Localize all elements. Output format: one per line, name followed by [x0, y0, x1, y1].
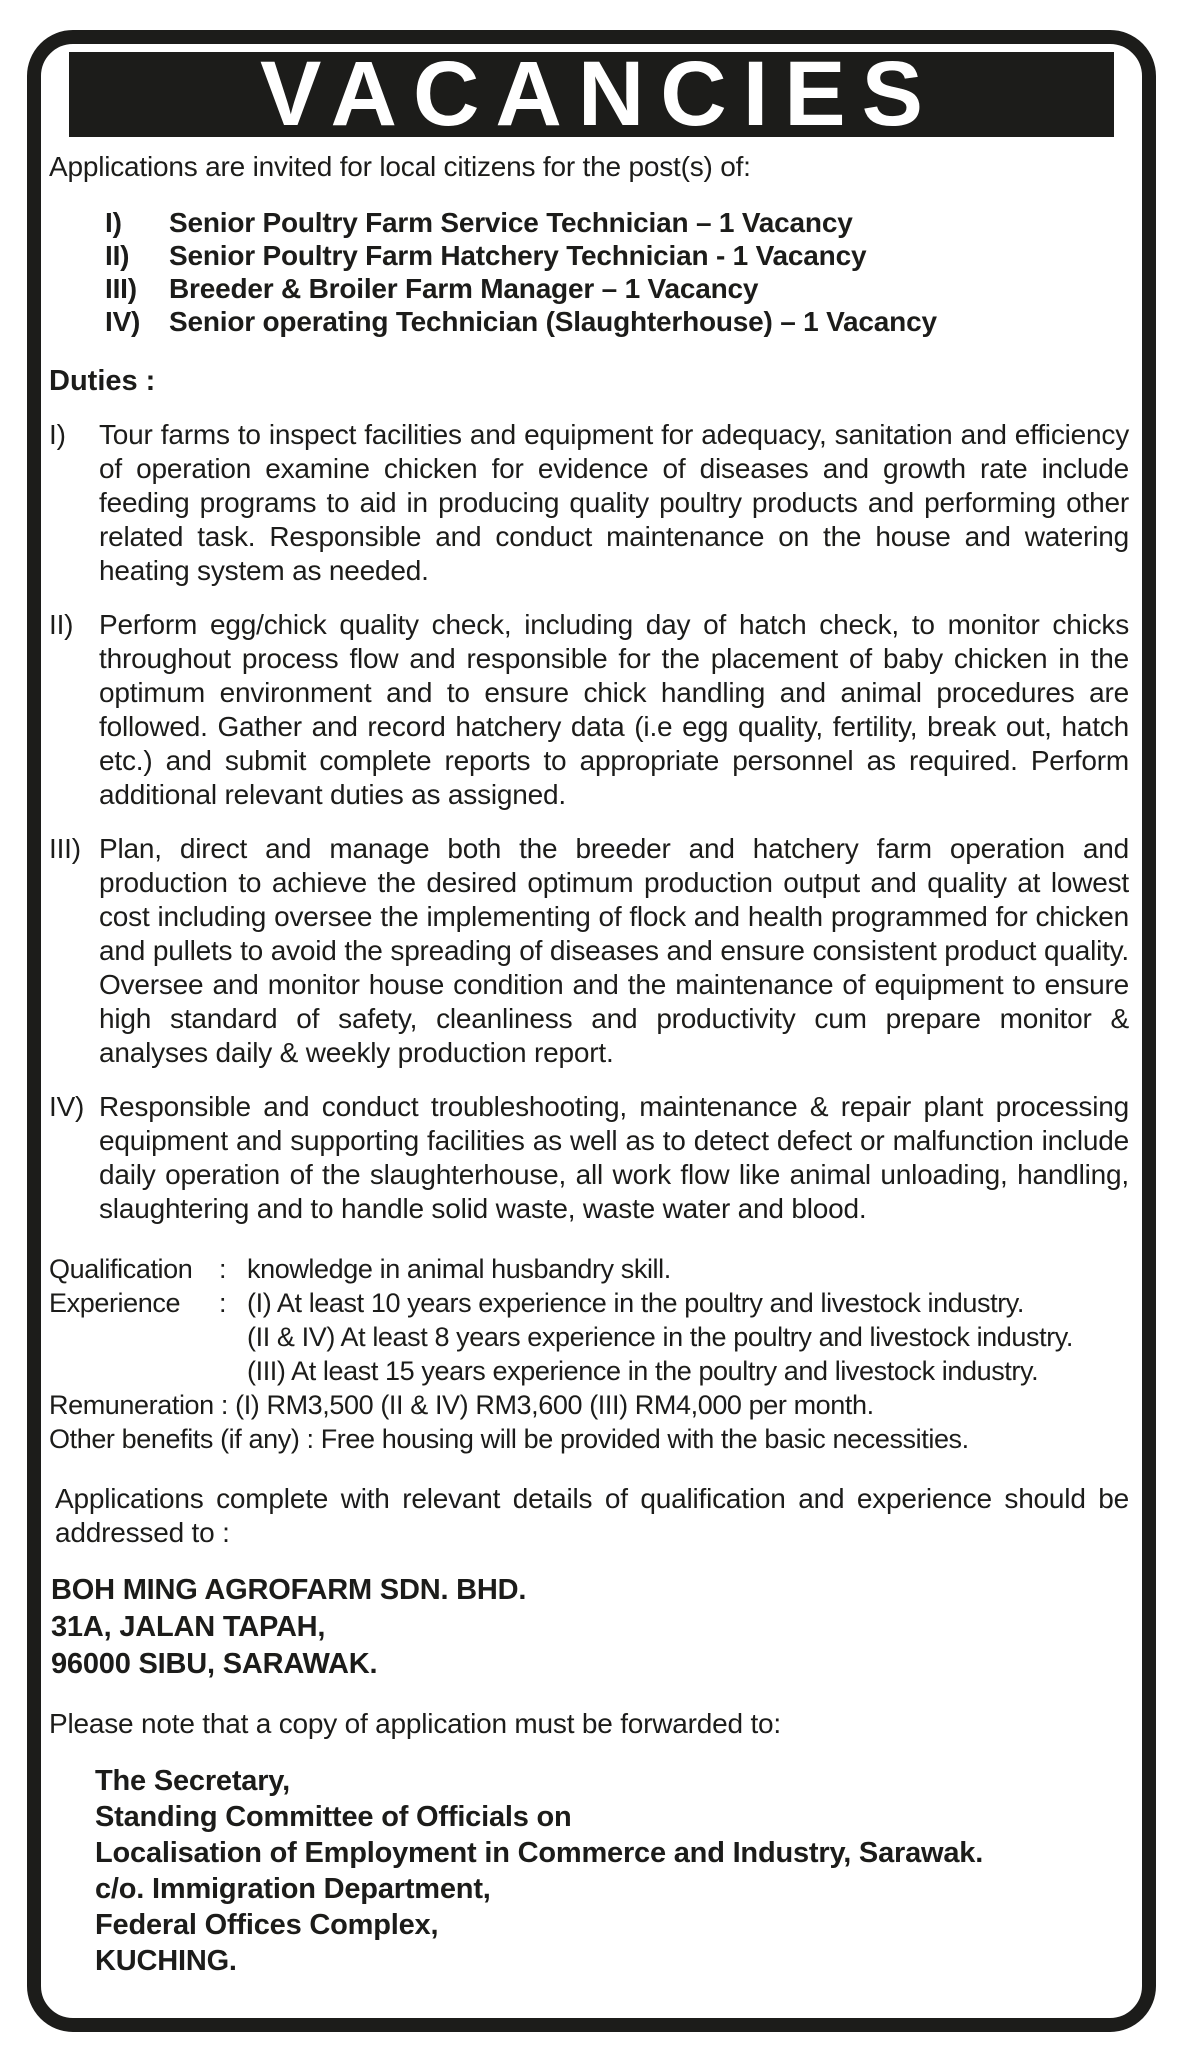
qualification-row: [49, 1252, 1129, 1286]
duty-paragraph: [49, 1090, 1129, 1226]
duty-numeral: I): [49, 419, 66, 450]
post-numeral: III): [105, 273, 137, 304]
duty-paragraph: [49, 832, 1129, 1070]
company-address-block: [49, 1572, 1129, 1683]
experience-colon: :: [219, 1288, 227, 1318]
vacancy-post-item: [49, 206, 1129, 239]
company-address-line: 31A, JALAN TAPAH,: [51, 1611, 326, 1643]
secretary-address-line: Localisation of Employment in Commerce and Industry, Sarawak.: [95, 1837, 984, 1869]
requirements-block: [49, 1252, 1129, 1456]
secretary-address-line: The Secretary,: [95, 1765, 290, 1797]
duty-paragraph: [49, 418, 1129, 588]
duty-paragraph: [49, 608, 1129, 812]
copy-note: Please note that a copy of application must be forwarded to:: [49, 1708, 782, 1739]
secretary-address-line: KUCHING.: [95, 1945, 237, 1977]
company-address-line: BOH MING AGROFARM SDN. BHD.: [51, 1574, 527, 1606]
apply-note: Applications complete with relevant details of qualification and experience should be addressed to :: [55, 1483, 1129, 1548]
experience-line: (III) At least 15 years experience in the poultry and livestock industry.: [247, 1356, 1039, 1386]
intro-text: Applications are invited for local citizens for the post(s) of:: [49, 151, 751, 182]
remuneration-line: Remuneration : (I) RM3,500 (II & IV) RM3,600 (III) RM4,000 per month.: [49, 1390, 874, 1420]
duty-text: Responsible and conduct troubleshooting, maintenance & repair plant processing equipment and supporting facilities as well as to detect defect or malfunction include daily operation of the slaughterhouse, all work flow like animal unloading, handling, slaughtering and to handle solid waste, waste water and blood.: [99, 1091, 1129, 1224]
advert-border-frame: [27, 30, 1156, 2032]
secretary-address-line: c/o. Immigration Department,: [95, 1873, 491, 1905]
experience-line: (II & IV) At least 8 years experience in the poultry and livestock industry.: [247, 1322, 1074, 1352]
duty-numeral: II): [49, 609, 74, 640]
post-numeral: IV): [105, 306, 141, 337]
experience-line: (I) At least 10 years experience in the poultry and livestock industry.: [247, 1288, 1024, 1318]
experience-label: Experience: [49, 1288, 181, 1318]
experience-values: [247, 1286, 1129, 1388]
duties-heading: Duties :: [49, 365, 156, 397]
vacancy-post-item: [49, 272, 1129, 305]
duty-text: Perform egg/chick quality check, including day of hatch check, to monitor chicks throughout process flow and responsible for the placement of baby chicken in the optimum environment and to ensure chick handling and animal procedures are followed. Gather and record hatchery data (i.e egg quality, fertility, break out, hatch etc.) and submit complete reports to appropriate personnel as required. Perform additional relevant duties as assigned.: [99, 609, 1129, 810]
vacancy-post-item: [49, 239, 1129, 272]
other-benefits-line: Other benefits (if any) : Free housing will be provided with the basic necessities.: [49, 1424, 969, 1454]
post-label: Senior operating Technician (Slaughterhouse) – 1 Vacancy: [169, 306, 937, 337]
duty-numeral: IV): [49, 1091, 85, 1122]
post-label: Senior Poultry Farm Hatchery Technician - 1 Vacancy: [169, 240, 867, 271]
qualification-value: knowledge in animal husbandry skill.: [247, 1254, 671, 1284]
qualification-label: Qualification: [49, 1254, 193, 1284]
vacancy-post-item: [49, 305, 1129, 338]
qualification-colon: :: [219, 1254, 227, 1284]
secretary-address-line: Federal Offices Complex,: [95, 1909, 439, 1941]
experience-row: [49, 1286, 1129, 1388]
company-address-line: 96000 SIBU, SARAWAK.: [51, 1648, 378, 1680]
duty-numeral: III): [49, 833, 81, 864]
title-banner: [69, 43, 1114, 145]
post-numeral: I): [105, 207, 122, 238]
post-label: Breeder & Broiler Farm Manager – 1 Vacancy: [169, 273, 759, 304]
vacancy-post-list: [49, 206, 1129, 338]
duty-text: Plan, direct and manage both the breeder and hatchery farm operation and production to achieve the desired optimum production output and quality at lowest cost including oversee the implementing of flock and health programmed for chicken and pullets to avoid the spreading of diseases and ensure consistent product quality. Oversee and monitor house condition and the maintenance of equipment to ensure high standard of safety, cleanliness and productivity cum prepare monitor & analyses daily & weekly production report.: [99, 833, 1129, 1068]
advert-body: [41, 150, 1142, 1979]
page-title: VACANCIES: [259, 43, 940, 145]
duty-text: Tour farms to inspect facilities and equipment for adequacy, sanitation and efficiency of operation examine chicken for evidence of diseases and growth rate include feeding programs to aid in producing quality poultry products and performing other related task. Responsible and conduct maintenance on the house and watering heating system as needed.: [99, 419, 1129, 586]
secretary-address-line: Standing Committee of Officials on: [95, 1801, 572, 1833]
secretary-address-block: [49, 1763, 1129, 1979]
post-label: Senior Poultry Farm Service Technician – 1 Vacancy: [169, 207, 853, 238]
post-numeral: II): [105, 240, 130, 271]
